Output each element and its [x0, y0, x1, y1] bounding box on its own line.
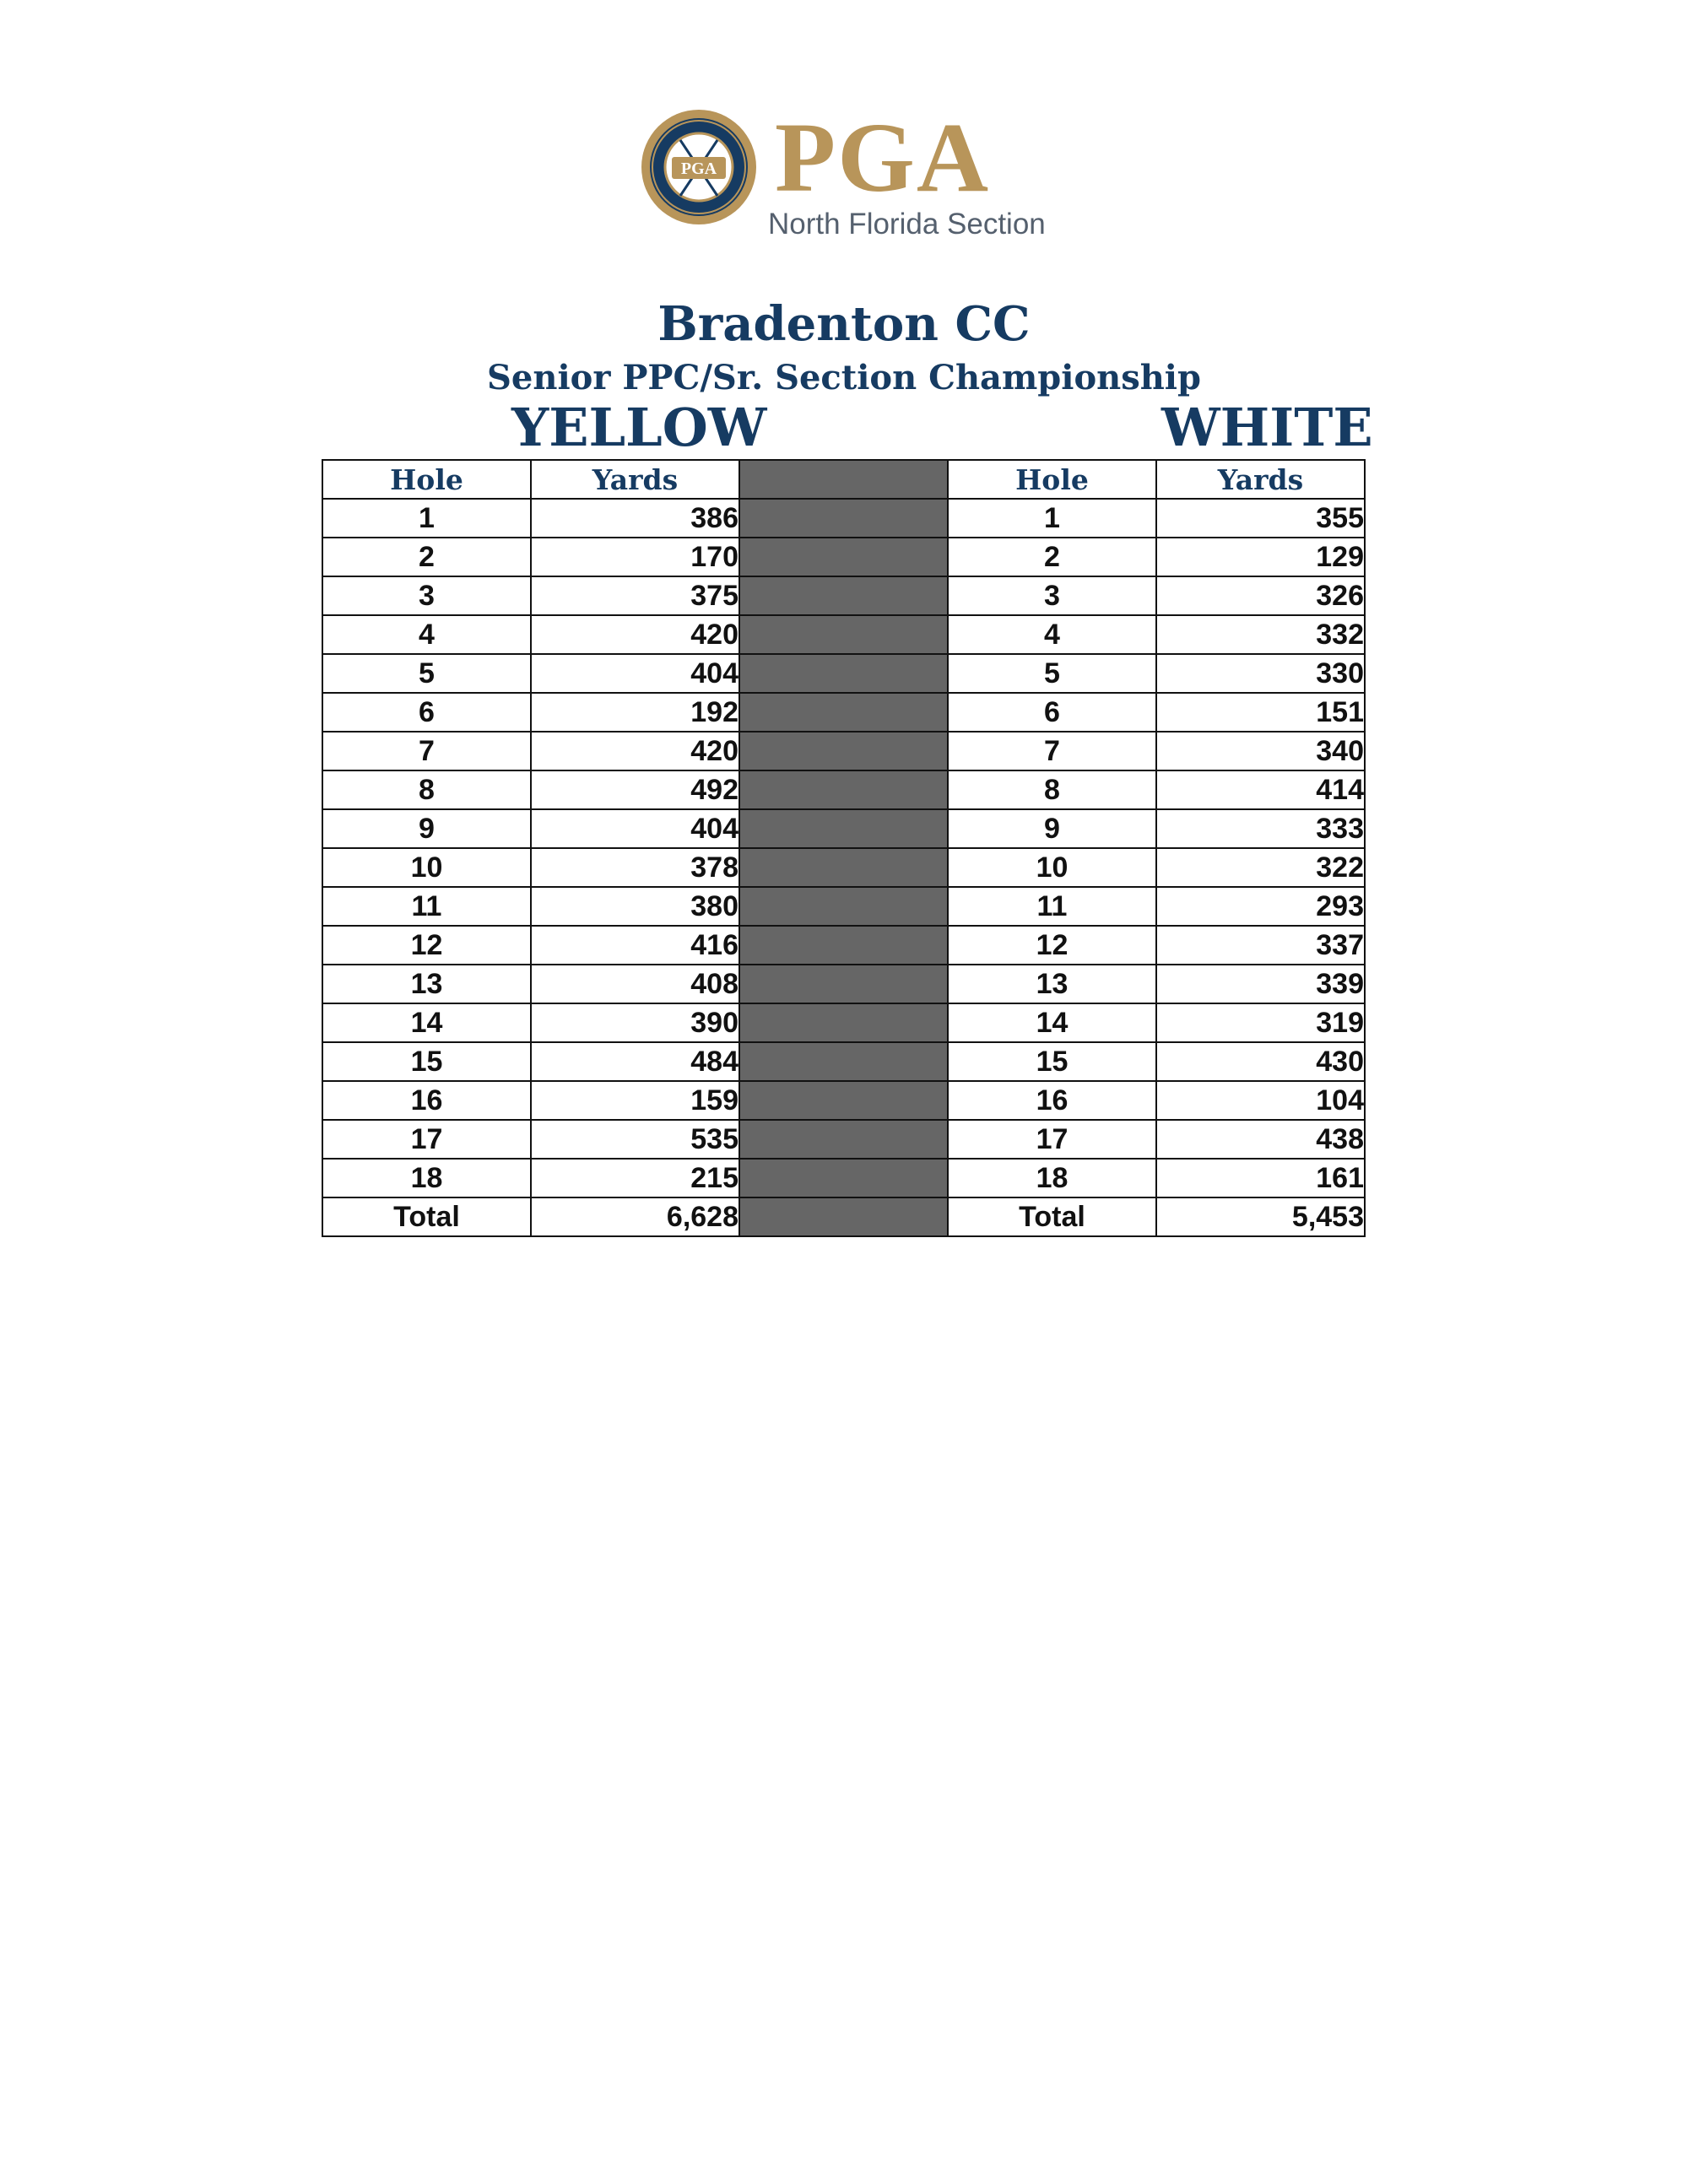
yellow-yards-cell: 390 [531, 1003, 739, 1042]
white-hole-cell: 12 [948, 926, 1156, 965]
white-yards-cell: 161 [1156, 1159, 1365, 1197]
divider-cell [739, 809, 948, 848]
table-row [322, 538, 1365, 576]
table-row [322, 848, 1365, 887]
seal-text: PGA [680, 159, 717, 178]
yellow-tee-label: YELLOW [511, 397, 767, 458]
table-row [322, 965, 1365, 1003]
total-row [322, 1197, 1365, 1236]
yellow-hole-cell: 11 [322, 887, 531, 926]
yardage-body [322, 499, 1365, 1236]
divider-cell [739, 693, 948, 732]
yellow-hole-cell: Total [322, 1197, 531, 1236]
divider-cell [739, 1003, 948, 1042]
section-name: North Florida Section [768, 208, 1046, 241]
yellow-hole-cell: 17 [322, 1120, 531, 1159]
white-yards-cell: 414 [1156, 770, 1365, 809]
divider-cell [739, 460, 948, 499]
divider-cell [739, 965, 948, 1003]
white-yards-cell: 322 [1156, 848, 1365, 887]
yellow-yards-cell: 386 [531, 499, 739, 538]
table-row [322, 1042, 1365, 1081]
event-title: Senior PPC/Sr. Section Championship [487, 358, 1201, 397]
white-yards-cell: 5,453 [1156, 1197, 1365, 1236]
table-row [322, 1003, 1365, 1042]
white-hole-cell: 15 [948, 1042, 1156, 1081]
white-hole-cell: 7 [948, 732, 1156, 770]
yellow-yards-cell: 484 [531, 1042, 739, 1081]
yellow-hole-header: Hole [322, 460, 531, 499]
yellow-hole-cell: 5 [322, 654, 531, 693]
white-yards-cell: 337 [1156, 926, 1365, 965]
yellow-hole-cell: 14 [322, 1003, 531, 1042]
white-hole-cell: 17 [948, 1120, 1156, 1159]
divider-cell [739, 732, 948, 770]
white-yards-cell: 430 [1156, 1042, 1365, 1081]
course-title: Bradenton CC [657, 296, 1031, 352]
white-yards-cell: 332 [1156, 615, 1365, 654]
pga-wordmark: PGA [775, 102, 991, 213]
white-yards-cell: 339 [1156, 965, 1365, 1003]
yellow-hole-cell: 12 [322, 926, 531, 965]
yellow-hole-cell: 16 [322, 1081, 531, 1120]
white-hole-cell: 9 [948, 809, 1156, 848]
yellow-hole-cell: 13 [322, 965, 531, 1003]
divider-cell [739, 1159, 948, 1197]
table-row [322, 770, 1365, 809]
white-yards-cell: 151 [1156, 693, 1365, 732]
divider-cell [739, 1042, 948, 1081]
yellow-yards-cell: 416 [531, 926, 739, 965]
white-yards-cell: 330 [1156, 654, 1365, 693]
white-tee-label: WHITE [1161, 397, 1373, 458]
table-row [322, 926, 1365, 965]
yellow-yards-cell: 420 [531, 732, 739, 770]
yellow-yards-cell: 6,628 [531, 1197, 739, 1236]
yellow-yards-cell: 492 [531, 770, 739, 809]
table-row [322, 693, 1365, 732]
white-hole-cell: 3 [948, 576, 1156, 615]
white-yards-cell: 326 [1156, 576, 1365, 615]
table-header-row [322, 460, 1365, 499]
yellow-yards-cell: 404 [531, 654, 739, 693]
yellow-hole-cell: 8 [322, 770, 531, 809]
divider-cell [739, 1120, 948, 1159]
yellow-hole-cell: 18 [322, 1159, 531, 1197]
yellow-yards-cell: 170 [531, 538, 739, 576]
yellow-yards-cell: 375 [531, 576, 739, 615]
yellow-yards-cell: 380 [531, 887, 739, 926]
table-row [322, 615, 1365, 654]
white-hole-cell: 10 [948, 848, 1156, 887]
yellow-yards-cell: 215 [531, 1159, 739, 1197]
white-yards-cell: 340 [1156, 732, 1365, 770]
yellow-yards-cell: 420 [531, 615, 739, 654]
yellow-yards-cell: 159 [531, 1081, 739, 1120]
white-yards-cell: 319 [1156, 1003, 1365, 1042]
white-hole-cell: Total [948, 1197, 1156, 1236]
divider-cell [739, 538, 948, 576]
yellow-hole-cell: 4 [322, 615, 531, 654]
white-hole-cell: 2 [948, 538, 1156, 576]
white-yards-cell: 293 [1156, 887, 1365, 926]
white-hole-cell: 6 [948, 693, 1156, 732]
white-yards-header: Yards [1156, 460, 1365, 499]
table-row [322, 499, 1365, 538]
table-row [322, 1081, 1365, 1120]
table-row [322, 732, 1365, 770]
divider-cell [739, 887, 948, 926]
white-yards-cell: 104 [1156, 1081, 1365, 1120]
yellow-hole-cell: 15 [322, 1042, 531, 1081]
yardage-table [322, 459, 1366, 1237]
white-hole-cell: 16 [948, 1081, 1156, 1120]
white-yards-cell: 129 [1156, 538, 1365, 576]
white-hole-cell: 11 [948, 887, 1156, 926]
yellow-yards-cell: 404 [531, 809, 739, 848]
pga-seal-icon [640, 108, 758, 226]
yellow-yards-cell: 408 [531, 965, 739, 1003]
yellow-hole-cell: 2 [322, 538, 531, 576]
yellow-yards-cell: 378 [531, 848, 739, 887]
divider-cell [739, 1197, 948, 1236]
table-row [322, 1120, 1365, 1159]
table-row [322, 1159, 1365, 1197]
divider-cell [739, 848, 948, 887]
white-hole-cell: 4 [948, 615, 1156, 654]
table-row [322, 809, 1365, 848]
yellow-hole-cell: 7 [322, 732, 531, 770]
white-hole-cell: 18 [948, 1159, 1156, 1197]
divider-cell [739, 576, 948, 615]
white-hole-cell: 1 [948, 499, 1156, 538]
yellow-hole-cell: 9 [322, 809, 531, 848]
yellow-hole-cell: 1 [322, 499, 531, 538]
yellow-yards-cell: 535 [531, 1120, 739, 1159]
white-yards-cell: 355 [1156, 499, 1365, 538]
yellow-hole-cell: 6 [322, 693, 531, 732]
white-hole-cell: 13 [948, 965, 1156, 1003]
white-hole-cell: 14 [948, 1003, 1156, 1042]
table-row [322, 887, 1365, 926]
divider-cell [739, 1081, 948, 1120]
table-row [322, 576, 1365, 615]
white-hole-cell: 8 [948, 770, 1156, 809]
pga-logo [640, 102, 1079, 251]
white-yards-cell: 438 [1156, 1120, 1365, 1159]
divider-cell [739, 499, 948, 538]
white-hole-cell: 5 [948, 654, 1156, 693]
white-hole-header: Hole [948, 460, 1156, 499]
yellow-hole-cell: 3 [322, 576, 531, 615]
table-row [322, 654, 1365, 693]
yellow-hole-cell: 10 [322, 848, 531, 887]
divider-cell [739, 926, 948, 965]
divider-cell [739, 770, 948, 809]
divider-cell [739, 615, 948, 654]
yellow-yards-cell: 192 [531, 693, 739, 732]
divider-cell [739, 654, 948, 693]
yellow-yards-header: Yards [531, 460, 739, 499]
white-yards-cell: 333 [1156, 809, 1365, 848]
